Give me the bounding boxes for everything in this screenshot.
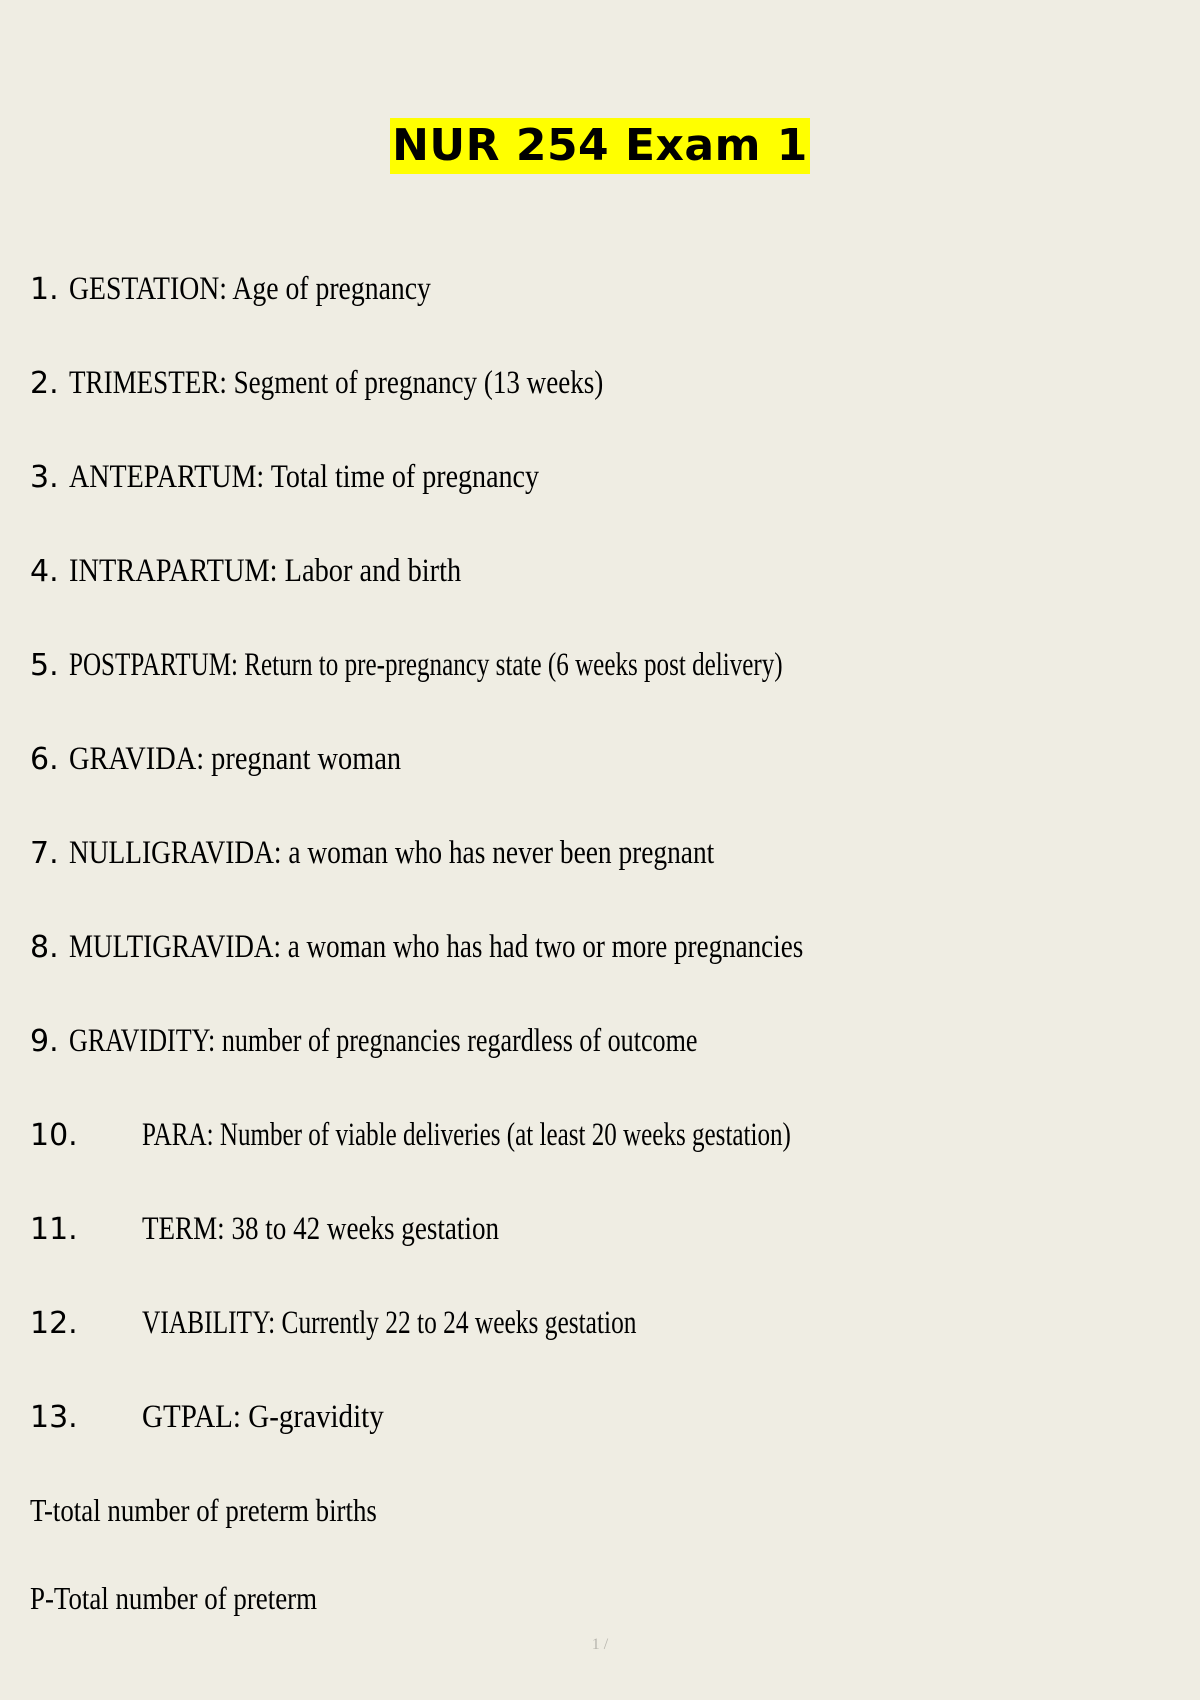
list-item: [30, 640, 1008, 690]
item-number: 3.: [30, 459, 59, 495]
item-number: 8.: [30, 929, 59, 965]
list-item: [30, 1392, 417, 1442]
list-item: [30, 452, 622, 502]
item-text: GESTATION: Age of pregnancy: [68, 270, 431, 307]
list-item: [30, 1110, 996, 1160]
list-item: [30, 264, 499, 314]
list-item: [30, 734, 455, 784]
item-text: POSTPARTUM: Return to pre-pregnancy state (6 weeks post delivery): [68, 646, 783, 683]
item-text: GRAVIDITY: number of pregnancies regardless of outcome: [68, 1022, 698, 1059]
list-item: [30, 546, 525, 596]
item-text: GTPAL: G-gravidity: [142, 1398, 384, 1435]
item-number: 6.: [30, 741, 59, 777]
item-text: NULLIGRAVIDA: a woman who has never been pregnant: [68, 834, 714, 871]
item-number: 1.: [30, 271, 59, 307]
item-text: GRAVIDA: pregnant woman: [68, 740, 401, 777]
item-text: PARA: Number of viable deliveries (at least 20 weeks gestation): [142, 1116, 791, 1153]
item-text: VIABILITY: Currently 22 to 24 weeks gestation: [142, 1304, 637, 1341]
item-number: 13.: [30, 1399, 78, 1435]
item-number: 12.: [30, 1305, 78, 1341]
list-item: [30, 828, 846, 878]
list-item: [30, 1016, 864, 1066]
item-number: 2.: [30, 365, 59, 401]
item-text: TERM: 38 to 42 weeks gestation: [142, 1210, 500, 1247]
page-number: 1 /: [591, 1636, 609, 1653]
item-number: 11.: [30, 1211, 78, 1247]
list-item: [30, 1204, 577, 1254]
item-text: TRIMESTER: Segment of pregnancy (13 weeks): [68, 364, 603, 401]
item-number: 4.: [30, 553, 59, 589]
gtpal-p-line: P-Total number of preterm: [30, 1580, 317, 1616]
page-title: NUR 254 Exam 1: [390, 118, 810, 174]
list-item: [30, 922, 964, 972]
list-item: [30, 1298, 784, 1348]
item-number: 10.: [30, 1117, 78, 1153]
item-number: 7.: [30, 835, 59, 871]
gtpal-t-line: T-total number of preterm births: [30, 1492, 377, 1528]
item-number: 5.: [30, 647, 59, 683]
item-text: INTRAPARTUM: Labor and birth: [68, 552, 461, 589]
list-item: [30, 358, 720, 408]
item-number: 9.: [30, 1023, 59, 1059]
page-title-container: [0, 118, 1200, 174]
item-text: ANTEPARTUM: Total time of pregnancy: [68, 458, 539, 495]
item-text: MULTIGRAVIDA: a woman who has had two or more pregnancies: [68, 928, 803, 965]
